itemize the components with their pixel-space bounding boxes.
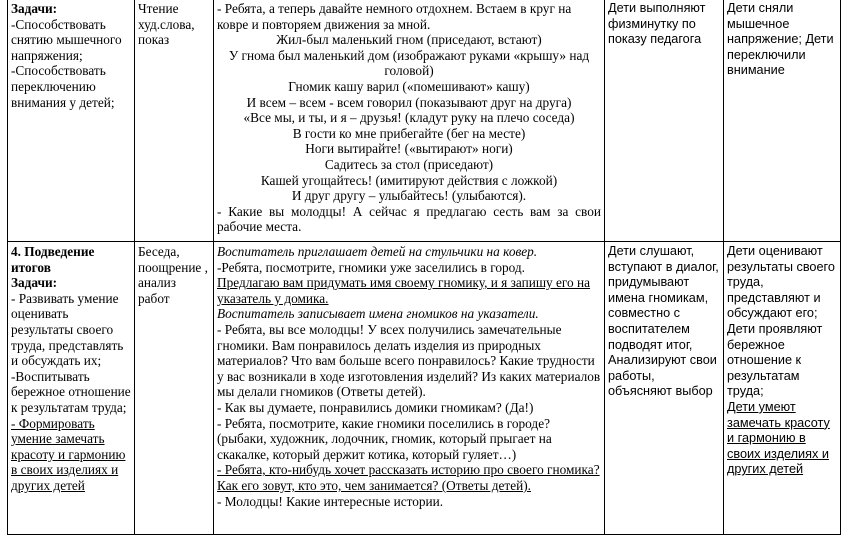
result-text: Дети оценивают результаты своего труда, представляют и обсуждают его; [727,244,835,321]
task-item: -Способствовать переключению внимания у детей; [11,63,115,110]
children-activity-cell [605,242,724,535]
poem-line: Жил-был маленький гном (приседают, встают) [276,32,542,48]
poem-line: Гномик кашу варил («помешивают» кашу) [288,78,530,94]
poem-line: И друг другу – улыбайтесь! (улыбаются). [291,188,527,204]
content-line: Предлагаю вам придумать имя своему гномику, и я запишу его на указатель у домика. [217,275,591,306]
table-row [8,0,841,242]
content-line: - Как вы думаете, понравились домики гномикам? (Да!) [217,399,534,415]
content-line: - Ребята, вы все молодцы! У всех получились замечательные гномики. Вам понравилось делать изделия из природных материалов? Что вам больше всего понравилось? Какие трудности у вас возникали в ходе изготовления изделий? Из каких материалов мы делали гномиков (Ответы детей). [217,321,601,400]
tasks-heading: Задачи: [11,275,58,291]
content-line: - Молодцы! Какие интересные истории. [217,493,444,509]
content-cell [214,0,605,242]
result-text: Дети сняли мышечное напряжение; Дети переключили внимание [727,1,834,78]
content-line: - Какие вы молодцы! А сейчас я предлагаю сесть вам за свои рабочие места. [217,203,601,235]
task-item: -Воспитывать бережное отношение к результатам труда; [11,368,131,415]
stage-heading: 4. Подведение итогов [11,244,95,275]
poem-line: И всем – всем - всем говорил (показывают друг на друга) [246,94,572,110]
result-cell [724,242,841,535]
poem-line: У гнома был маленький дом (изображают руками «крышу» над головой) [228,47,590,79]
content-line: - Ребята, а теперь давайте немного отдохнем. Встаем в круг на ковре и повторяем движения за мной. [217,1,572,32]
table-row [8,242,841,535]
content-line: -Ребята, посмотрите, гномики уже заселились в город. [217,259,526,275]
content-cell [214,242,605,535]
poem-line: Садитесь за стол (приседают) [324,156,494,172]
content-line: Воспитатель приглашает детей на стульчики на ковер. [217,244,538,259]
methods-cell [135,0,214,242]
poem-line: «Все мы, и ты, и я – друзья! (кладут руку на плечо соседа) [243,110,575,126]
result-cell [724,0,841,242]
children-activity-text: Дети слушают, вступают в диалог, придумывают имена гномикам, совместно с воспитателем подводят итог, Анализируют свои работы, объясняют выбор [608,244,719,399]
content-line: - Ребята, кто-нибудь хочет рассказать историю про своего гномика? Как его зовут, кто это, чем занимается? (Ответы детей). [217,462,600,493]
task-item: -Способствовать снятию мышечного напряжения; [11,16,122,63]
tasks-heading: Задачи: [11,1,58,16]
poem-line: Кашей угощайтесь! (имитируют действия с ложкой) [260,172,558,188]
children-activity-text: Дети выполняют физминутку по показу педагога [608,1,706,47]
tasks-cell [8,242,135,535]
result-text: Дети умеют замечать красоту и гармонию в своих изделиях и других детей [727,399,830,477]
lesson-plan-table [7,0,841,535]
content-line: Воспитатель записывает имена гномиков на указатели. [217,306,539,322]
methods-cell [135,242,214,535]
poem-line: В гости ко мне прибегайте (бег на месте) [292,125,526,141]
children-activity-cell [605,0,724,242]
result-text: Дети проявляют бережное отношение к результатам труда; [727,321,823,399]
task-item: - Развивать умение оценивать результаты своего труда, представлять и обсуждать их; [11,290,124,369]
tasks-cell [8,0,135,242]
methods-text: Беседа, поощрение , анализ работ [138,244,208,306]
poem-line: Ноги вытирайте! («вытирают» ноги) [305,141,513,157]
methods-text: Чтение худ.слова, показ [138,1,195,48]
content-line: - Ребята, посмотрите, какие гномики поселились в городе? (рыбаки, художник, лодочник, гномик, который прыгает на скакалке, который держит котика, который гуляет…) [217,415,552,462]
task-item: - Формировать умение замечать красоту и гармонию в своих изделиях и других детей [11,415,126,493]
